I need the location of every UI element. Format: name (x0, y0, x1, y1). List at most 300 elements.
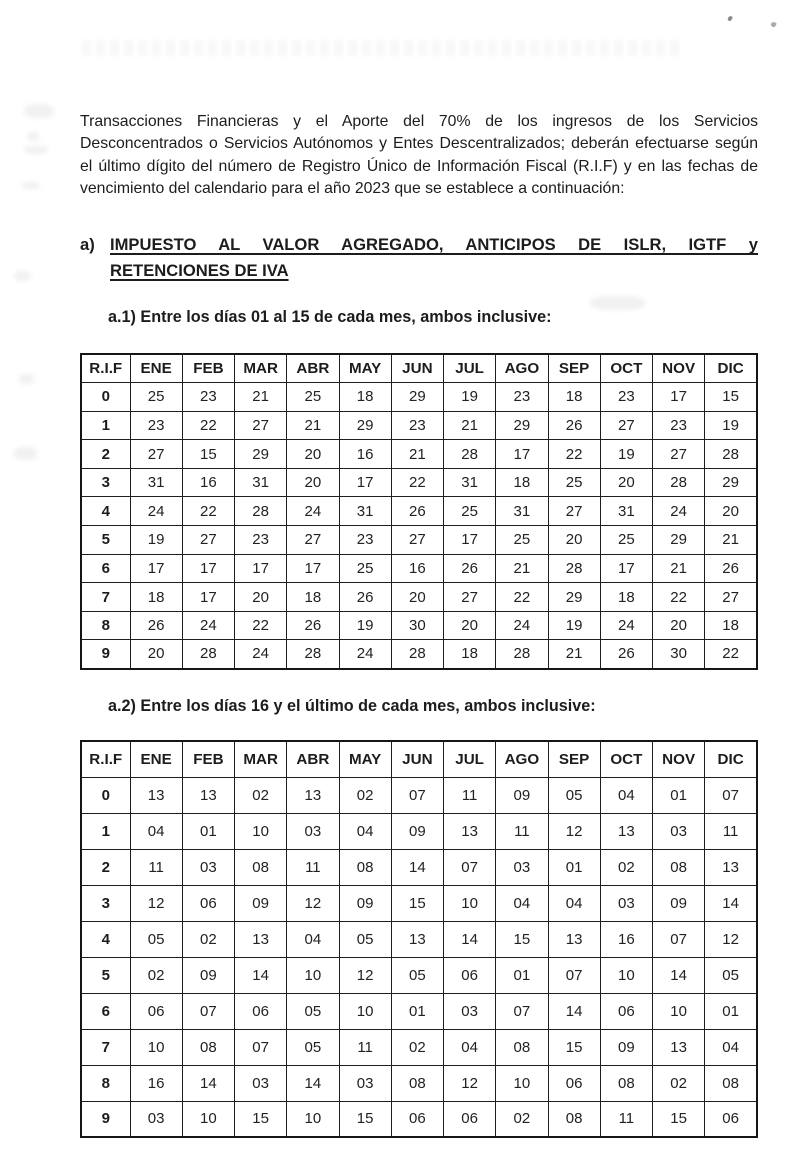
due-date-cell: 22 (496, 583, 548, 612)
rif-digit: 0 (81, 383, 130, 412)
due-date-cell: 28 (444, 440, 496, 469)
due-date-cell: 25 (548, 468, 600, 497)
due-date-cell: 20 (705, 497, 757, 526)
due-date-cell: 18 (339, 383, 391, 412)
due-date-cell: 06 (548, 1065, 600, 1101)
due-date-cell: 28 (496, 640, 548, 669)
due-date-cell: 27 (600, 411, 652, 440)
due-date-cell: 23 (496, 383, 548, 412)
col-header-sep: SEP (548, 354, 600, 383)
scan-artifact (24, 104, 54, 118)
rif-digit: 9 (81, 1101, 130, 1137)
rif-digit: 1 (81, 411, 130, 440)
due-date-cell: 17 (496, 440, 548, 469)
due-date-cell: 19 (444, 383, 496, 412)
due-date-cell: 15 (339, 1101, 391, 1137)
due-date-cell: 15 (391, 885, 443, 921)
due-date-cell: 14 (444, 921, 496, 957)
due-date-cell: 04 (130, 813, 182, 849)
due-date-cell: 01 (548, 849, 600, 885)
due-date-cell: 06 (705, 1101, 757, 1137)
table-row-rif-3 (81, 885, 757, 921)
due-date-cell: 08 (182, 1029, 234, 1065)
due-date-cell: 04 (600, 777, 652, 813)
col-header-dic: DIC (705, 354, 757, 383)
due-date-cell: 21 (444, 411, 496, 440)
due-date-cell: 26 (339, 583, 391, 612)
col-header-ago: AGO (496, 354, 548, 383)
due-date-cell: 18 (130, 583, 182, 612)
due-date-cell: 24 (235, 640, 287, 669)
table-row-rif-4 (81, 497, 757, 526)
due-date-cell: 07 (235, 1029, 287, 1065)
rif-digit: 4 (81, 921, 130, 957)
due-date-cell: 27 (130, 440, 182, 469)
due-date-cell: 23 (339, 526, 391, 555)
due-date-cell: 29 (548, 583, 600, 612)
due-date-cell: 25 (287, 383, 339, 412)
due-date-cell: 23 (182, 383, 234, 412)
col-header-jun: JUN (391, 741, 443, 777)
rif-digit: 7 (81, 1029, 130, 1065)
col-header-abr: ABR (287, 354, 339, 383)
due-date-cell: 18 (287, 583, 339, 612)
due-date-cell: 28 (705, 440, 757, 469)
due-date-cell: 01 (182, 813, 234, 849)
due-date-cell: 26 (444, 554, 496, 583)
due-date-cell: 23 (130, 411, 182, 440)
due-date-cell: 14 (235, 957, 287, 993)
rif-digit: 8 (81, 611, 130, 640)
due-date-cell: 14 (182, 1065, 234, 1101)
table-row-rif-0 (81, 383, 757, 412)
due-date-cell: 26 (600, 640, 652, 669)
due-date-cell: 12 (287, 885, 339, 921)
due-date-cell: 25 (444, 497, 496, 526)
due-date-cell: 26 (705, 554, 757, 583)
due-date-cell: 07 (496, 993, 548, 1029)
due-date-cell: 27 (444, 583, 496, 612)
due-date-cell: 04 (339, 813, 391, 849)
schedule-table-days-16-end (80, 740, 758, 1138)
rif-digit: 5 (81, 526, 130, 555)
due-date-cell: 05 (339, 921, 391, 957)
due-date-cell: 06 (444, 1101, 496, 1137)
due-date-cell: 02 (653, 1065, 705, 1101)
due-date-cell: 21 (391, 440, 443, 469)
due-date-cell: 08 (548, 1101, 600, 1137)
due-date-cell: 05 (130, 921, 182, 957)
due-date-cell: 27 (287, 526, 339, 555)
due-date-cell: 10 (130, 1029, 182, 1065)
due-date-cell: 18 (444, 640, 496, 669)
due-date-cell: 02 (391, 1029, 443, 1065)
due-date-cell: 16 (391, 554, 443, 583)
due-date-cell: 12 (444, 1065, 496, 1101)
due-date-cell: 13 (653, 1029, 705, 1065)
table-row-rif-7 (81, 1029, 757, 1065)
due-date-cell: 17 (653, 383, 705, 412)
due-date-cell: 17 (287, 554, 339, 583)
due-date-cell: 26 (391, 497, 443, 526)
due-date-cell: 20 (235, 583, 287, 612)
due-date-cell: 24 (130, 497, 182, 526)
due-date-cell: 02 (339, 777, 391, 813)
due-date-cell: 18 (548, 383, 600, 412)
col-header-may: MAY (339, 741, 391, 777)
table-row-rif-2 (81, 440, 757, 469)
due-date-cell: 21 (287, 411, 339, 440)
due-date-cell: 10 (653, 993, 705, 1029)
due-date-cell: 22 (182, 411, 234, 440)
due-date-cell: 19 (600, 440, 652, 469)
due-date-cell: 28 (182, 640, 234, 669)
rif-digit: 6 (81, 554, 130, 583)
due-date-cell: 16 (339, 440, 391, 469)
due-date-cell: 31 (130, 468, 182, 497)
due-date-cell: 08 (391, 1065, 443, 1101)
table-row-rif-9 (81, 1101, 757, 1137)
due-date-cell: 28 (391, 640, 443, 669)
due-date-cell: 02 (130, 957, 182, 993)
col-header-mar: MAR (235, 354, 287, 383)
table-row-rif-1 (81, 411, 757, 440)
due-date-cell: 28 (235, 497, 287, 526)
due-date-cell: 01 (391, 993, 443, 1029)
due-date-cell: 21 (548, 640, 600, 669)
due-date-cell: 25 (600, 526, 652, 555)
due-date-cell: 17 (182, 583, 234, 612)
due-date-cell: 04 (444, 1029, 496, 1065)
rif-digit: 8 (81, 1065, 130, 1101)
table-row-rif-6 (81, 554, 757, 583)
due-date-cell: 03 (287, 813, 339, 849)
due-date-cell: 03 (339, 1065, 391, 1101)
due-date-cell: 26 (287, 611, 339, 640)
due-date-cell: 26 (130, 611, 182, 640)
due-date-cell: 28 (287, 640, 339, 669)
due-date-cell: 10 (287, 1101, 339, 1137)
due-date-cell: 22 (548, 440, 600, 469)
due-date-cell: 02 (496, 1101, 548, 1137)
scan-artifact (19, 374, 34, 384)
due-date-cell: 13 (130, 777, 182, 813)
due-date-cell: 01 (496, 957, 548, 993)
due-date-cell: 08 (653, 849, 705, 885)
col-header-nov: NOV (653, 741, 705, 777)
due-date-cell: 29 (653, 526, 705, 555)
due-date-cell: 04 (705, 1029, 757, 1065)
table-row-rif-2 (81, 849, 757, 885)
due-date-cell: 20 (548, 526, 600, 555)
col-header-jun: JUN (391, 354, 443, 383)
rif-digit: 3 (81, 885, 130, 921)
col-header-feb: FEB (182, 354, 234, 383)
due-date-cell: 10 (182, 1101, 234, 1137)
header-row (81, 354, 757, 383)
rif-digit: 9 (81, 640, 130, 669)
due-date-cell: 21 (705, 526, 757, 555)
due-date-cell: 05 (287, 993, 339, 1029)
section-heading (80, 232, 758, 284)
due-date-cell: 22 (235, 611, 287, 640)
due-date-cell: 27 (705, 583, 757, 612)
due-date-cell: 05 (705, 957, 757, 993)
due-date-cell: 09 (235, 885, 287, 921)
due-date-cell: 06 (182, 885, 234, 921)
rif-digit: 7 (81, 583, 130, 612)
table-row-rif-8 (81, 611, 757, 640)
due-date-cell: 23 (235, 526, 287, 555)
due-date-cell: 17 (182, 554, 234, 583)
due-date-cell: 09 (339, 885, 391, 921)
table-row-rif-5 (81, 957, 757, 993)
due-date-cell: 03 (444, 993, 496, 1029)
due-date-cell: 19 (705, 411, 757, 440)
due-date-cell: 29 (496, 411, 548, 440)
due-date-cell: 17 (130, 554, 182, 583)
due-date-cell: 29 (391, 383, 443, 412)
due-date-cell: 11 (339, 1029, 391, 1065)
due-date-cell: 14 (548, 993, 600, 1029)
due-date-cell: 25 (339, 554, 391, 583)
due-date-cell: 24 (600, 611, 652, 640)
due-date-cell: 06 (235, 993, 287, 1029)
due-date-cell: 24 (182, 611, 234, 640)
due-date-cell: 04 (496, 885, 548, 921)
due-date-cell: 08 (705, 1065, 757, 1101)
col-header-jul: JUL (444, 741, 496, 777)
due-date-cell: 14 (391, 849, 443, 885)
due-date-cell: 08 (496, 1029, 548, 1065)
due-date-cell: 16 (600, 921, 652, 957)
section-title-line2: RETENCIONES DE IVA (110, 261, 289, 280)
col-header-nov: NOV (653, 354, 705, 383)
due-date-cell: 12 (705, 921, 757, 957)
due-date-cell: 13 (235, 921, 287, 957)
due-date-cell: 19 (339, 611, 391, 640)
col-header-mar: MAR (235, 741, 287, 777)
due-date-cell: 10 (600, 957, 652, 993)
col-header-sep: SEP (548, 741, 600, 777)
due-date-cell: 22 (391, 468, 443, 497)
col-header-may: MAY (339, 354, 391, 383)
header-row (81, 741, 757, 777)
due-date-cell: 03 (235, 1065, 287, 1101)
table-row-rif-0 (81, 777, 757, 813)
due-date-cell: 13 (287, 777, 339, 813)
table-row-rif-5 (81, 526, 757, 555)
due-date-cell: 20 (287, 468, 339, 497)
scan-artifact (27, 132, 39, 141)
due-date-cell: 31 (496, 497, 548, 526)
due-date-cell: 03 (600, 885, 652, 921)
scan-artifact (24, 146, 48, 154)
due-date-cell: 13 (600, 813, 652, 849)
due-date-cell: 27 (391, 526, 443, 555)
due-date-cell: 25 (496, 526, 548, 555)
due-date-cell: 05 (548, 777, 600, 813)
rif-digit: 6 (81, 993, 130, 1029)
col-header-oct: OCT (600, 354, 652, 383)
due-date-cell: 01 (653, 777, 705, 813)
table-row-rif-8 (81, 1065, 757, 1101)
due-date-cell: 25 (130, 383, 182, 412)
due-date-cell: 09 (600, 1029, 652, 1065)
col-header-ene: ENE (130, 741, 182, 777)
intro-paragraph: Transacciones Financieras y el Aporte del 70% de los ingresos de los Servicios Desconcentrados o Servicios Autónomos y Entes Descentralizados; deberán efectuarse según el último dígito del número de Registro Único de Información Fiscal (R.I.F) y en las fechas de vencimiento del calendario para el año 2023 que se establece a continuación: (80, 112, 758, 198)
due-date-cell: 06 (444, 957, 496, 993)
due-date-cell: 29 (705, 468, 757, 497)
due-date-cell: 11 (287, 849, 339, 885)
due-date-cell: 06 (600, 993, 652, 1029)
rif-digit: 3 (81, 468, 130, 497)
due-date-cell: 23 (653, 411, 705, 440)
table-row-rif-9 (81, 640, 757, 669)
due-date-cell: 27 (653, 440, 705, 469)
due-date-cell: 17 (444, 526, 496, 555)
col-header-rif: R.I.F (81, 354, 130, 383)
due-date-cell: 29 (339, 411, 391, 440)
due-date-cell: 10 (235, 813, 287, 849)
table-row-rif-3 (81, 468, 757, 497)
due-date-cell: 21 (496, 554, 548, 583)
due-date-cell: 21 (235, 383, 287, 412)
due-date-cell: 30 (391, 611, 443, 640)
col-header-abr: ABR (287, 741, 339, 777)
due-date-cell: 04 (548, 885, 600, 921)
due-date-cell: 12 (339, 957, 391, 993)
due-date-cell: 08 (235, 849, 287, 885)
col-header-jul: JUL (444, 354, 496, 383)
col-header-rif: R.I.F (81, 741, 130, 777)
due-date-cell: 07 (182, 993, 234, 1029)
due-date-cell: 09 (391, 813, 443, 849)
due-date-cell: 21 (653, 554, 705, 583)
rif-digit: 5 (81, 957, 130, 993)
due-date-cell: 26 (548, 411, 600, 440)
col-header-ago: AGO (496, 741, 548, 777)
due-date-cell: 08 (600, 1065, 652, 1101)
due-date-cell: 07 (653, 921, 705, 957)
due-date-cell: 03 (182, 849, 234, 885)
due-date-cell: 01 (705, 993, 757, 1029)
due-date-cell: 09 (182, 957, 234, 993)
due-date-cell: 13 (444, 813, 496, 849)
due-date-cell: 07 (444, 849, 496, 885)
due-date-cell: 02 (600, 849, 652, 885)
due-date-cell: 19 (548, 611, 600, 640)
due-date-cell: 28 (548, 554, 600, 583)
due-date-cell: 20 (287, 440, 339, 469)
due-date-cell: 20 (130, 640, 182, 669)
due-date-cell: 30 (653, 640, 705, 669)
col-header-ene: ENE (130, 354, 182, 383)
due-date-cell: 14 (705, 885, 757, 921)
table1-caption: a.1) Entre los días 01 al 15 de cada mes, ambos inclusive: (108, 308, 552, 326)
due-date-cell: 10 (444, 885, 496, 921)
due-date-cell: 12 (548, 813, 600, 849)
due-date-cell: 03 (130, 1101, 182, 1137)
due-date-cell: 05 (287, 1029, 339, 1065)
schedule-table-days-01-15 (80, 353, 758, 670)
due-date-cell: 11 (705, 813, 757, 849)
due-date-cell: 11 (130, 849, 182, 885)
due-date-cell: 14 (287, 1065, 339, 1101)
due-date-cell: 06 (130, 993, 182, 1029)
due-date-cell: 03 (496, 849, 548, 885)
due-date-cell: 23 (391, 411, 443, 440)
due-date-cell: 24 (496, 611, 548, 640)
scan-artifact (727, 15, 733, 21)
due-date-cell: 22 (705, 640, 757, 669)
rif-digit: 2 (81, 440, 130, 469)
due-date-cell: 15 (182, 440, 234, 469)
table-row-rif-4 (81, 921, 757, 957)
due-date-cell: 08 (339, 849, 391, 885)
col-header-oct: OCT (600, 741, 652, 777)
due-date-cell: 22 (182, 497, 234, 526)
due-date-cell: 13 (705, 849, 757, 885)
due-date-cell: 15 (496, 921, 548, 957)
due-date-cell: 27 (182, 526, 234, 555)
due-date-cell: 18 (496, 468, 548, 497)
due-date-cell: 03 (653, 813, 705, 849)
rif-digit: 1 (81, 813, 130, 849)
section-title-line1: IMPUESTO AL VALOR AGREGADO, ANTICIPOS DE ISLR, IGTF y (110, 235, 758, 254)
col-header-dic: DIC (705, 741, 757, 777)
col-header-feb: FEB (182, 741, 234, 777)
due-date-cell: 16 (182, 468, 234, 497)
due-date-cell: 16 (130, 1065, 182, 1101)
due-date-cell: 18 (600, 583, 652, 612)
scan-artifact (590, 296, 645, 310)
due-date-cell: 18 (705, 611, 757, 640)
due-date-cell: 10 (496, 1065, 548, 1101)
due-date-cell: 15 (235, 1101, 287, 1137)
rif-digit: 2 (81, 849, 130, 885)
due-date-cell: 20 (600, 468, 652, 497)
due-date-cell: 20 (444, 611, 496, 640)
due-date-cell: 24 (287, 497, 339, 526)
due-date-cell: 31 (235, 468, 287, 497)
due-date-cell: 13 (391, 921, 443, 957)
due-date-cell: 19 (130, 526, 182, 555)
due-date-cell: 10 (339, 993, 391, 1029)
due-date-cell: 07 (548, 957, 600, 993)
section-title (110, 232, 758, 284)
due-date-cell: 10 (287, 957, 339, 993)
rif-digit: 4 (81, 497, 130, 526)
due-date-cell: 24 (653, 497, 705, 526)
due-date-cell: 02 (235, 777, 287, 813)
due-date-cell: 04 (287, 921, 339, 957)
due-date-cell: 31 (339, 497, 391, 526)
scan-artifact (770, 21, 777, 28)
due-date-cell: 15 (705, 383, 757, 412)
due-date-cell: 22 (653, 583, 705, 612)
due-date-cell: 13 (548, 921, 600, 957)
due-date-cell: 11 (444, 777, 496, 813)
due-date-cell: 15 (653, 1101, 705, 1137)
scan-artifact (22, 182, 40, 189)
due-date-cell: 07 (391, 777, 443, 813)
due-date-cell: 23 (600, 383, 652, 412)
scan-bleedthrough-artifact (82, 40, 682, 56)
due-date-cell: 20 (653, 611, 705, 640)
due-date-cell: 11 (496, 813, 548, 849)
due-date-cell: 15 (548, 1029, 600, 1065)
